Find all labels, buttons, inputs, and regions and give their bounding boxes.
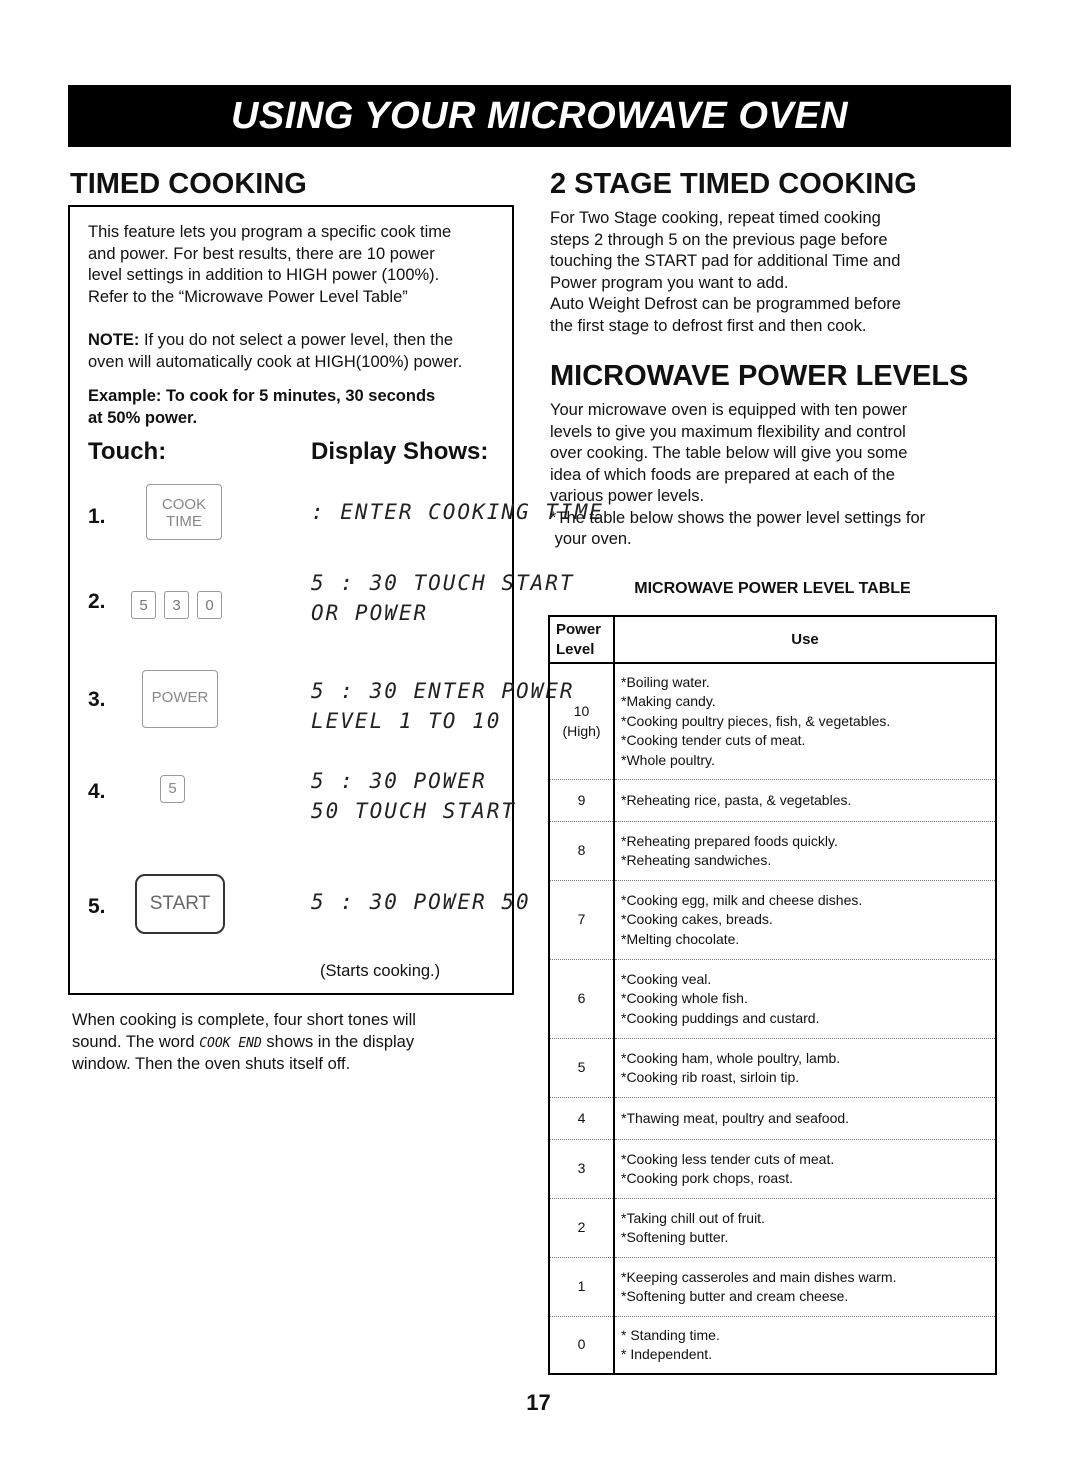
number-3-key-icon: 3 xyxy=(164,591,189,619)
power-levels-line: Your microwave oven is equipped with ten power xyxy=(550,401,908,419)
number-5-key-icon: 5 xyxy=(160,775,185,803)
power-table-title: MICROWAVE POWER LEVEL TABLE xyxy=(634,580,911,597)
display-readout: 5 : 30 TOUCH START OR POWER xyxy=(311,571,575,625)
use-cell: * Standing time. * Independent. xyxy=(614,1317,996,1375)
intro-text xyxy=(88,222,451,308)
two-stage-line: touching the START pad for additional Time and xyxy=(550,252,901,270)
note-line: If you do not select a power level, then the xyxy=(143,331,454,349)
table-row xyxy=(549,881,996,960)
use-cell: *Taking chill out of fruit. *Softening butter. xyxy=(614,1199,996,1258)
note-line: oven will automatically cook at HIGH(100%) power. xyxy=(88,352,463,371)
use-cell: *Cooking ham, whole poultry, lamb. *Cooking rib roast, sirloin tip. xyxy=(614,1039,996,1098)
power-level-table xyxy=(548,615,997,1375)
number-keys xyxy=(131,591,222,619)
use-cell: *Cooking egg, milk and cheese dishes. *Cooking cakes, breads. *Melting chocolate. xyxy=(614,881,996,960)
step-number: 1. xyxy=(88,505,106,528)
power-levels-line: idea of which foods are prepared at each of the xyxy=(550,465,895,484)
intro-line: level settings in addition to HIGH power (100%). xyxy=(88,266,440,284)
note-text xyxy=(88,330,462,373)
cook-time-key-icon: COOK TIME xyxy=(146,484,222,540)
power-levels-line: levels to give you maximum flexibility and control xyxy=(550,422,906,441)
example-line: at 50% power. xyxy=(88,408,198,427)
table-row xyxy=(549,1140,996,1199)
use-cell: *Cooking veal. *Cooking whole fish. *Cooking puddings and custard. xyxy=(614,960,996,1039)
power-level-cell: 4 xyxy=(549,1098,614,1140)
power-levels-line: over cooking. The table below will give you some xyxy=(550,444,908,462)
display-readout: 5 : 30 ENTER POWER LEVEL 1 TO 10 xyxy=(311,679,575,733)
power-levels-line: *The table below shows the power level settings for xyxy=(550,508,926,527)
table-row xyxy=(549,663,996,780)
power-level-cell: 7 xyxy=(549,881,614,960)
completion-line: shows in the display xyxy=(266,1032,415,1051)
cook-end-display-word: COOK END xyxy=(199,1035,262,1051)
table-row xyxy=(549,822,996,881)
two-stage-text xyxy=(550,208,901,337)
power-level-cell: 3 xyxy=(549,1140,614,1199)
two-stage-line: the first stage to defrost first and then cook. xyxy=(550,316,867,335)
completion-line: window. Then the oven shuts itself off. xyxy=(72,1055,351,1073)
table-row xyxy=(549,1258,996,1317)
table-row xyxy=(549,1098,996,1140)
number-0-key-icon: 0 xyxy=(197,591,222,619)
two-stage-line: steps 2 through 5 on the previous page before xyxy=(550,230,888,249)
use-cell: *Reheating prepared foods quickly. *Reheating sandwiches. xyxy=(614,822,996,881)
power-level-cell: 6 xyxy=(549,960,614,1039)
intro-line: and power. For best results, there are 10 power xyxy=(88,244,435,263)
banner-title: USING YOUR MICROWAVE OVEN xyxy=(230,94,849,137)
power-level-cell: 1 xyxy=(549,1258,614,1317)
power-levels-text xyxy=(550,400,925,551)
power-levels-line: your oven. xyxy=(550,530,632,548)
power-level-cell: 2 xyxy=(549,1199,614,1258)
table-row xyxy=(549,1039,996,1098)
power-level-cell: 9 xyxy=(549,780,614,822)
display-readout: : ENTER COOKING TIME xyxy=(311,500,604,524)
timed-cooking-title: TIMED COOKING xyxy=(70,168,307,200)
use-cell: *Thawing meat, poultry and seafood. xyxy=(614,1098,996,1140)
step-number: 5. xyxy=(88,895,106,918)
table-row xyxy=(549,780,996,822)
use-cell: *Cooking less tender cuts of meat. *Cooking pork chops, roast. xyxy=(614,1140,996,1199)
power-key-icon: POWER xyxy=(142,670,218,728)
display-readout: 5 : 30 POWER 50 TOUCH START xyxy=(311,769,517,823)
number-5-key-icon: 5 xyxy=(131,591,156,619)
intro-line: This feature lets you program a specific cook time xyxy=(88,223,452,241)
table-row xyxy=(549,1317,996,1375)
power-levels-line: various power levels. xyxy=(550,487,705,505)
step-number: 3. xyxy=(88,688,106,711)
display-readout: 5 : 30 POWER 50 xyxy=(311,890,531,914)
starts-cooking-note: (Starts cooking.) xyxy=(320,962,441,980)
power-level-cell: 0 xyxy=(549,1317,614,1375)
note-label: NOTE: xyxy=(88,331,140,349)
two-stage-line: Auto Weight Defrost can be programmed before xyxy=(550,295,901,313)
power-level-cell: 8 xyxy=(549,822,614,881)
power-level-cell: 5 xyxy=(549,1039,614,1098)
table-header-row xyxy=(549,616,996,663)
display-label: Display Shows: xyxy=(311,438,489,465)
two-stage-title: 2 STAGE TIMED COOKING xyxy=(550,168,917,200)
table-row xyxy=(549,1199,996,1258)
page-banner xyxy=(68,85,1011,147)
step-number: 4. xyxy=(88,780,106,803)
completion-text xyxy=(72,1010,512,1076)
start-key-icon: START xyxy=(135,874,225,934)
column-header-use: Use xyxy=(614,616,996,663)
page-number: 17 xyxy=(526,1390,551,1415)
example-text xyxy=(88,386,435,429)
column-header-level: Power Level xyxy=(549,616,614,663)
example-line: Example: To cook for 5 minutes, 30 seconds xyxy=(88,387,436,405)
power-level-cell: 10 (High) xyxy=(549,663,614,780)
use-cell: *Boiling water. *Making candy. *Cooking poultry pieces, fish, & vegetables. *Cooking tender cuts of meat. *Whole poultry. xyxy=(621,673,891,768)
step-number: 2. xyxy=(88,590,106,613)
power-levels-title: MICROWAVE POWER LEVELS xyxy=(550,360,969,392)
use-cell: *Keeping casseroles and main dishes warm. *Softening butter and cream cheese. xyxy=(614,1258,996,1317)
intro-line: Refer to the “Microwave Power Level Table” xyxy=(88,287,408,306)
use-cell: *Reheating rice, pasta, & vegetables. xyxy=(614,780,996,822)
touch-label: Touch: xyxy=(88,438,167,465)
two-stage-line: Power program you want to add. xyxy=(550,273,789,292)
completion-line: sound. The word xyxy=(72,1032,195,1051)
completion-line: When cooking is complete, four short tones will xyxy=(72,1011,416,1029)
two-stage-line: For Two Stage cooking, repeat timed cooking xyxy=(550,209,881,227)
table-row xyxy=(549,960,996,1039)
